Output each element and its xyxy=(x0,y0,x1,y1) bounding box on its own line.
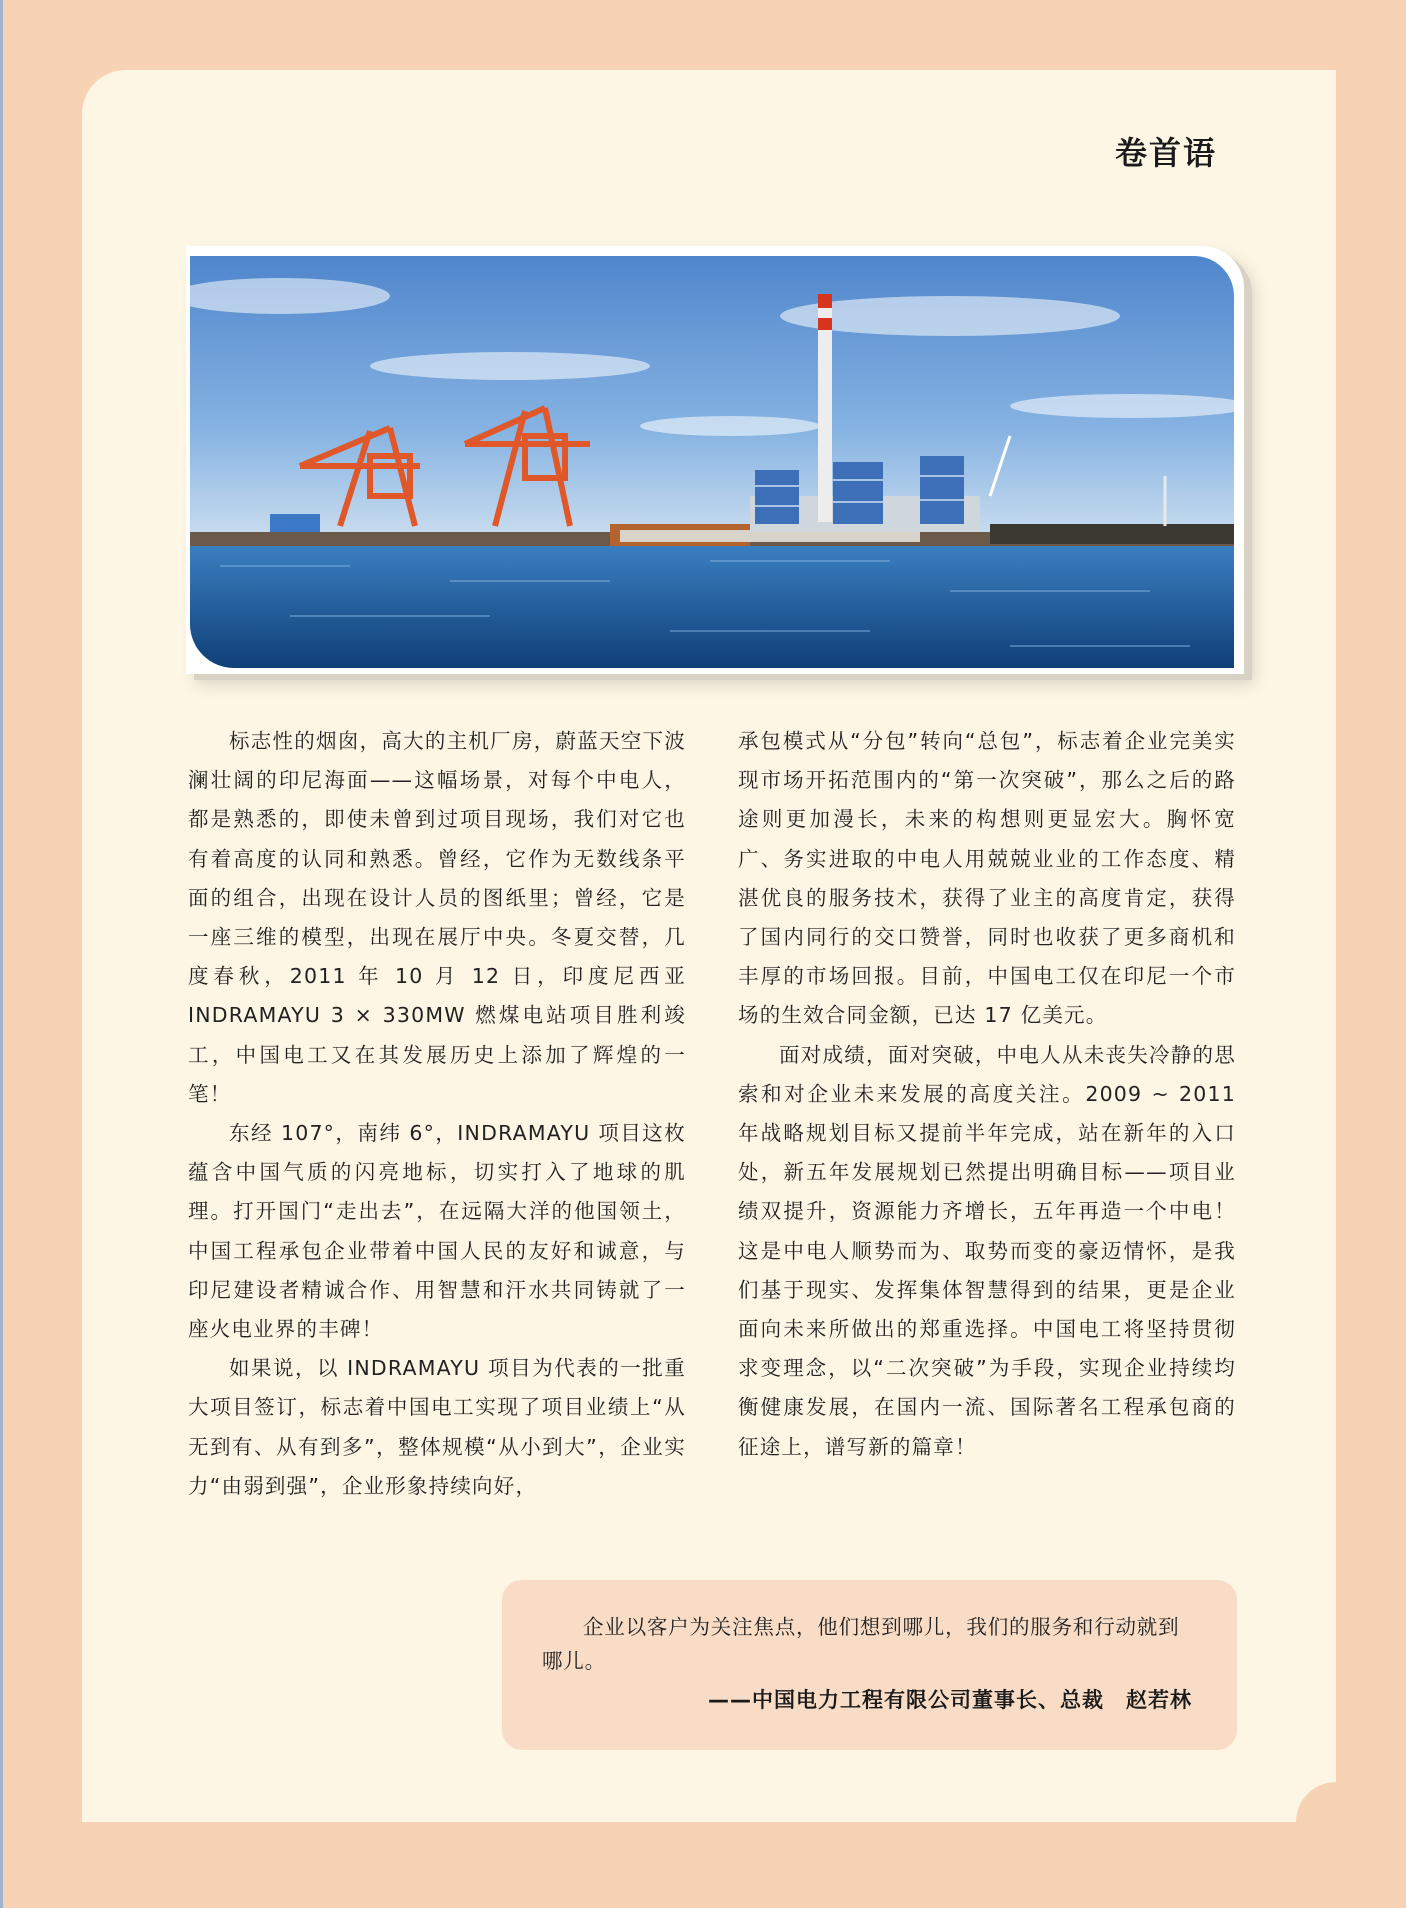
quote-text: 企业以客户为关注焦点，他们想到哪儿，我们的服务和行动就到哪儿。 xyxy=(542,1615,1180,1673)
paragraph: 如果说，以 INDRAMAYU 项目为代表的一批重大项目签订，标志着中国电工实现了项目业绩上“从无到有、从有到多”，整体规模“从小到大”，企业实力“由弱到强”，企业形象持续向好， xyxy=(188,1356,686,1498)
page-corner-notch xyxy=(1296,1782,1336,1822)
paragraph: 东经 107°，南纬 6°，INDRAMAYU 项目这枚蕴含中国气质的闪亮地标，切实打入了地球的肌理。打开国门“走出去”，在远隔大洋的他国领土，中国工程承包企业带着中国人民的友好和诚意，与印尼建设者精诚合作、用智慧和汗水共同铸就了一座火电业界的丰碑！ xyxy=(188,1121,686,1342)
power-plant-photo xyxy=(190,256,1234,668)
paragraph-continuation: 承包模式从“分包”转向“总包”，标志着企业完美实现市场开拓范围内的“第一次突破”，那么之后的路途则更加漫长，未来的构想则更显宏大。胸怀宽广、务实进取的中电人用兢兢业业的工作态度、精湛优良的服务技术，获得了业主的高度肯定，获得了国内同行的交口赞誉，同时也收获了更多商机和丰厚的市场回报。目前，中国电工仅在印尼一个市场的生效合同金额，已达 17 亿美元。 xyxy=(738,729,1236,1028)
article-column-right xyxy=(738,722,1236,1467)
section-title: 卷首语 xyxy=(1115,134,1218,172)
page-edge-strip xyxy=(0,0,3,1908)
quote-box xyxy=(502,1580,1237,1750)
quote-author: ——中国电力工程有限公司董事长、总裁 赵若林 xyxy=(708,1688,1192,1712)
article-column-left xyxy=(188,722,686,1506)
paragraph: 面对成绩，面对突破，中电人从未丧失冷静的思索和对企业未来发展的高度关注。2009 ~ 2011 年战略规划目标又提前半年完成，站在新年的入口处，新五年发展规划已然提出明确目标——项目业绩双提升，资源能力齐增长，五年再造一个中电！这是中电人顺势而为、取势而变的豪迈情怀，是我们基于现实、发挥集体智慧得到的结果，更是企业面向未来所做出的郑重选择。中国电工将坚持贯彻求变理念，以“二次突破”为手段，实现企业持续均衡健康发展，在国内一流、国际著名工程承包商的征途上，谱写新的篇章！ xyxy=(738,1042,1236,1459)
paragraph: 标志性的烟囱，高大的主机厂房，蔚蓝天空下波澜壮阔的印尼海面——这幅场景，对每个中电人，都是熟悉的，即使未曾到过项目现场，我们对它也有着高度的认同和熟悉。曾经，它作为无数线条平面的组合，出现在设计人员的图纸里；曾经，它是一座三维的模型，出现在展厅中央。冬夏交替，几度春秋，2011 年 10 月 12 日，印度尼西亚 INDRAMAYU 3 × 330MW 燃煤电站项目胜利竣工，中国电工又在其发展历史上添加了辉煌的一笔！ xyxy=(188,729,686,1106)
